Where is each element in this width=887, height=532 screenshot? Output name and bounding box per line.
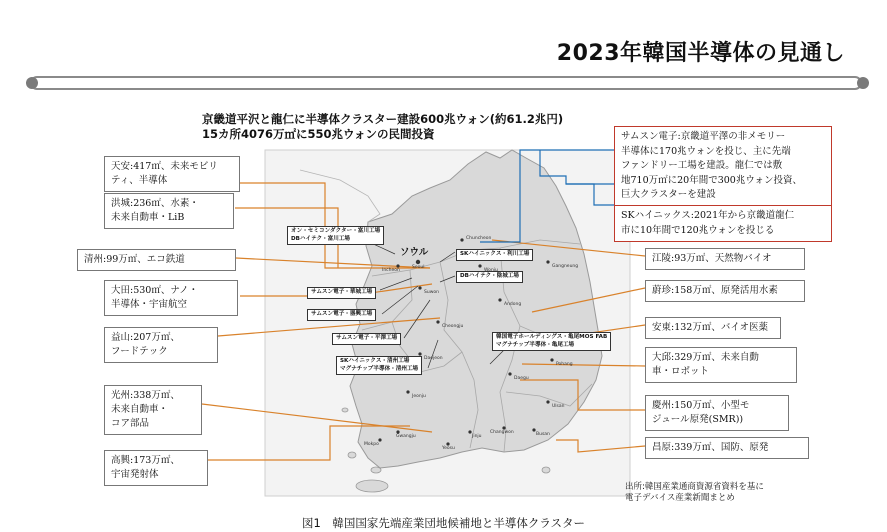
plant-label: サムスン電子・華城工場 bbox=[307, 287, 376, 299]
site-box-cheongju: 清州:99万㎡、エコ鉄道 bbox=[77, 249, 236, 271]
city-label: Andong bbox=[504, 302, 522, 307]
site-box-andong: 安東:132万㎡、バイオ医薬 bbox=[645, 317, 781, 339]
city-label: Daejeon bbox=[424, 356, 443, 361]
city-label: Gangneung bbox=[552, 264, 579, 269]
headline-line1: 京畿道平沢と龍仁に半導体クラスター建設600兆ウォン(約61.2兆円) bbox=[202, 112, 564, 126]
figure-caption: 図1 韓国国家先端産業団地候補地と半導体クラスター bbox=[302, 516, 585, 530]
city-label: Gwangju bbox=[396, 434, 416, 439]
city-label: Incheon bbox=[382, 268, 400, 273]
site-box-changwon: 昌原:339万㎡、国防、原発 bbox=[645, 437, 809, 459]
plant-label: SKハイニックス・利川工場 bbox=[456, 249, 533, 261]
site-box-iksan: 益山:207万㎡、 フードテック bbox=[104, 327, 218, 363]
page-title: 2023年韓国半導体の見通し bbox=[556, 41, 845, 66]
sk-hynix-investment-note: SKハイニックス:2021年から京畿道龍仁 市に10年間で120兆ウォンを投じる bbox=[614, 205, 832, 242]
site-box-gangneung: 江陵:93万㎡、天然物バイオ bbox=[645, 248, 805, 270]
plant-label: サムスン電子・器興工場 bbox=[307, 309, 376, 321]
city-label: Mokpo bbox=[364, 442, 379, 447]
plant-label: SKハイニックス・清州工場 マグナチップ半導体・清州工場 bbox=[336, 356, 422, 375]
site-box-gwangju: 光州:338万㎡、 未来自動車・ コア部品 bbox=[104, 385, 202, 435]
samsung-investment-note: サムスン電子:京畿道平澤の非メモリー 半導体に170兆ウォンを投じ、主に先端 ファンドリー工場を建設。龍仁では敷 地710万㎡に20年間で300兆ウォン投資、 巨大クラスターを建設 bbox=[614, 126, 832, 207]
plant-label: サムスン電子・平澤工場 bbox=[332, 333, 401, 345]
city-label: Jinju bbox=[472, 434, 482, 439]
site-box-hongseong: 洪城:236㎡、水素・ 未来自動車・LiB bbox=[104, 193, 234, 229]
city-label: Chuncheon bbox=[466, 236, 492, 241]
city-label: Ulsan bbox=[552, 404, 565, 409]
site-box-uljin: 蔚珍:158万㎡、原発活用水素 bbox=[645, 280, 805, 302]
city-label: Daegu bbox=[514, 376, 529, 381]
site-box-goheung: 高興:173万㎡、 宇宙発射体 bbox=[104, 450, 208, 486]
city-label: Suwon bbox=[424, 290, 439, 295]
source-note: 出所:韓国産業通商資源省資料を基に 電子デバイス産業新聞まとめ bbox=[625, 482, 764, 503]
site-box-daegu: 大邱:329万㎡、未来自動 車・ロボット bbox=[645, 347, 797, 383]
seoul-label: ソウル bbox=[400, 247, 429, 258]
headline-line2: 15カ所4076万㎡に550兆ウォンの民間投資 bbox=[202, 127, 435, 141]
city-label: Seoul bbox=[412, 265, 425, 270]
site-box-cheonan: 天安:417㎡、未来モビリ ティ、半導体 bbox=[104, 156, 240, 192]
site-box-gyeongju: 慶州:150万㎡、小型モ ジュール原発(SMR)) bbox=[645, 395, 789, 431]
site-box-daejeon: 大田:530㎡、ナノ・ 半導体・宇宙航空 bbox=[104, 280, 238, 316]
city-label: Busan bbox=[536, 432, 550, 437]
city-label: Jeonju bbox=[412, 394, 426, 399]
plant-label: DBハイテク・陰城工場 bbox=[456, 271, 523, 283]
city-label: Changwon bbox=[490, 430, 514, 435]
plant-label: 韓国電子ホールディングス・亀尾MOS FAB マグナチップ半導体・亀尾工場 bbox=[492, 332, 611, 351]
city-label: Cheongju bbox=[442, 324, 464, 329]
city-label: Yeosu bbox=[442, 446, 455, 451]
plant-label: オン・セミコンダクター・富川工場 DBハイテク・富川工場 bbox=[287, 226, 384, 245]
city-label: Pohang bbox=[556, 362, 573, 367]
